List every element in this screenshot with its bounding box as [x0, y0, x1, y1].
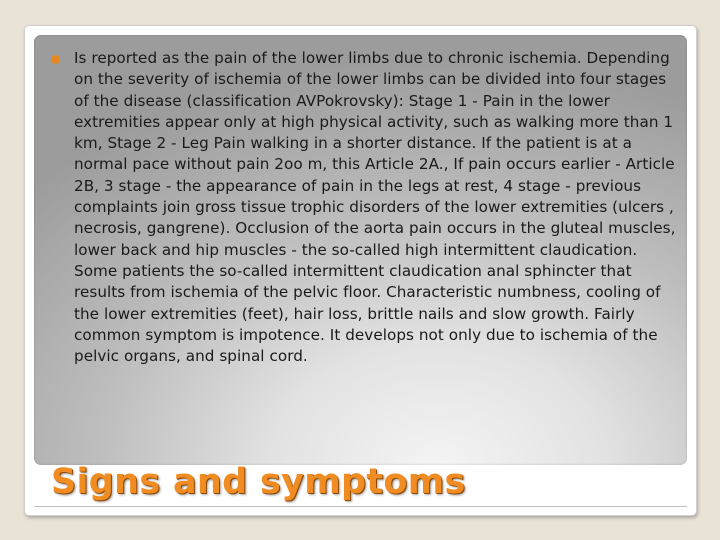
slide-title: Signs and symptoms: [51, 462, 466, 502]
divider: [34, 506, 687, 507]
bullet-dot-icon: [51, 55, 60, 64]
slide-body-text: Is reported as the pain of the lower limbs due to chronic ischemia. Depending on the severity of ischemia of the lower limbs can be divided into four stages of the disease (classification AVPokrovsky): Stage 1 - Pain in the lower extremities appear only at high physical activity, such as walking more than 1 km, Stage 2 - Leg Pain walking in a shorter distance. If the patient is at a normal pace without pain 2oo m, this Article 2A., If pain occurs earlier - Article 2B, 3 stage - the appearance of pain in the legs at rest, 4 stage - previous complaints join gross tissue trophic disorders of the lower extremities (ulcers , necrosis, gangrene). Occlusion of the aorta pain occurs in the gluteal muscles, lower back and hip muscles - the so-called high intermittent claudication. Some patients the so-called intermittent claudication anal sphincter that results from ischemia of the pelvic floor. Characteristic numbness, cooling of the lower extremities (feet), hair loss, brittle nails and slow growth. Fairly common symptom is impotence. It develops not only due to ischemia of the pelvic organs, and spinal cord.: [74, 49, 676, 366]
